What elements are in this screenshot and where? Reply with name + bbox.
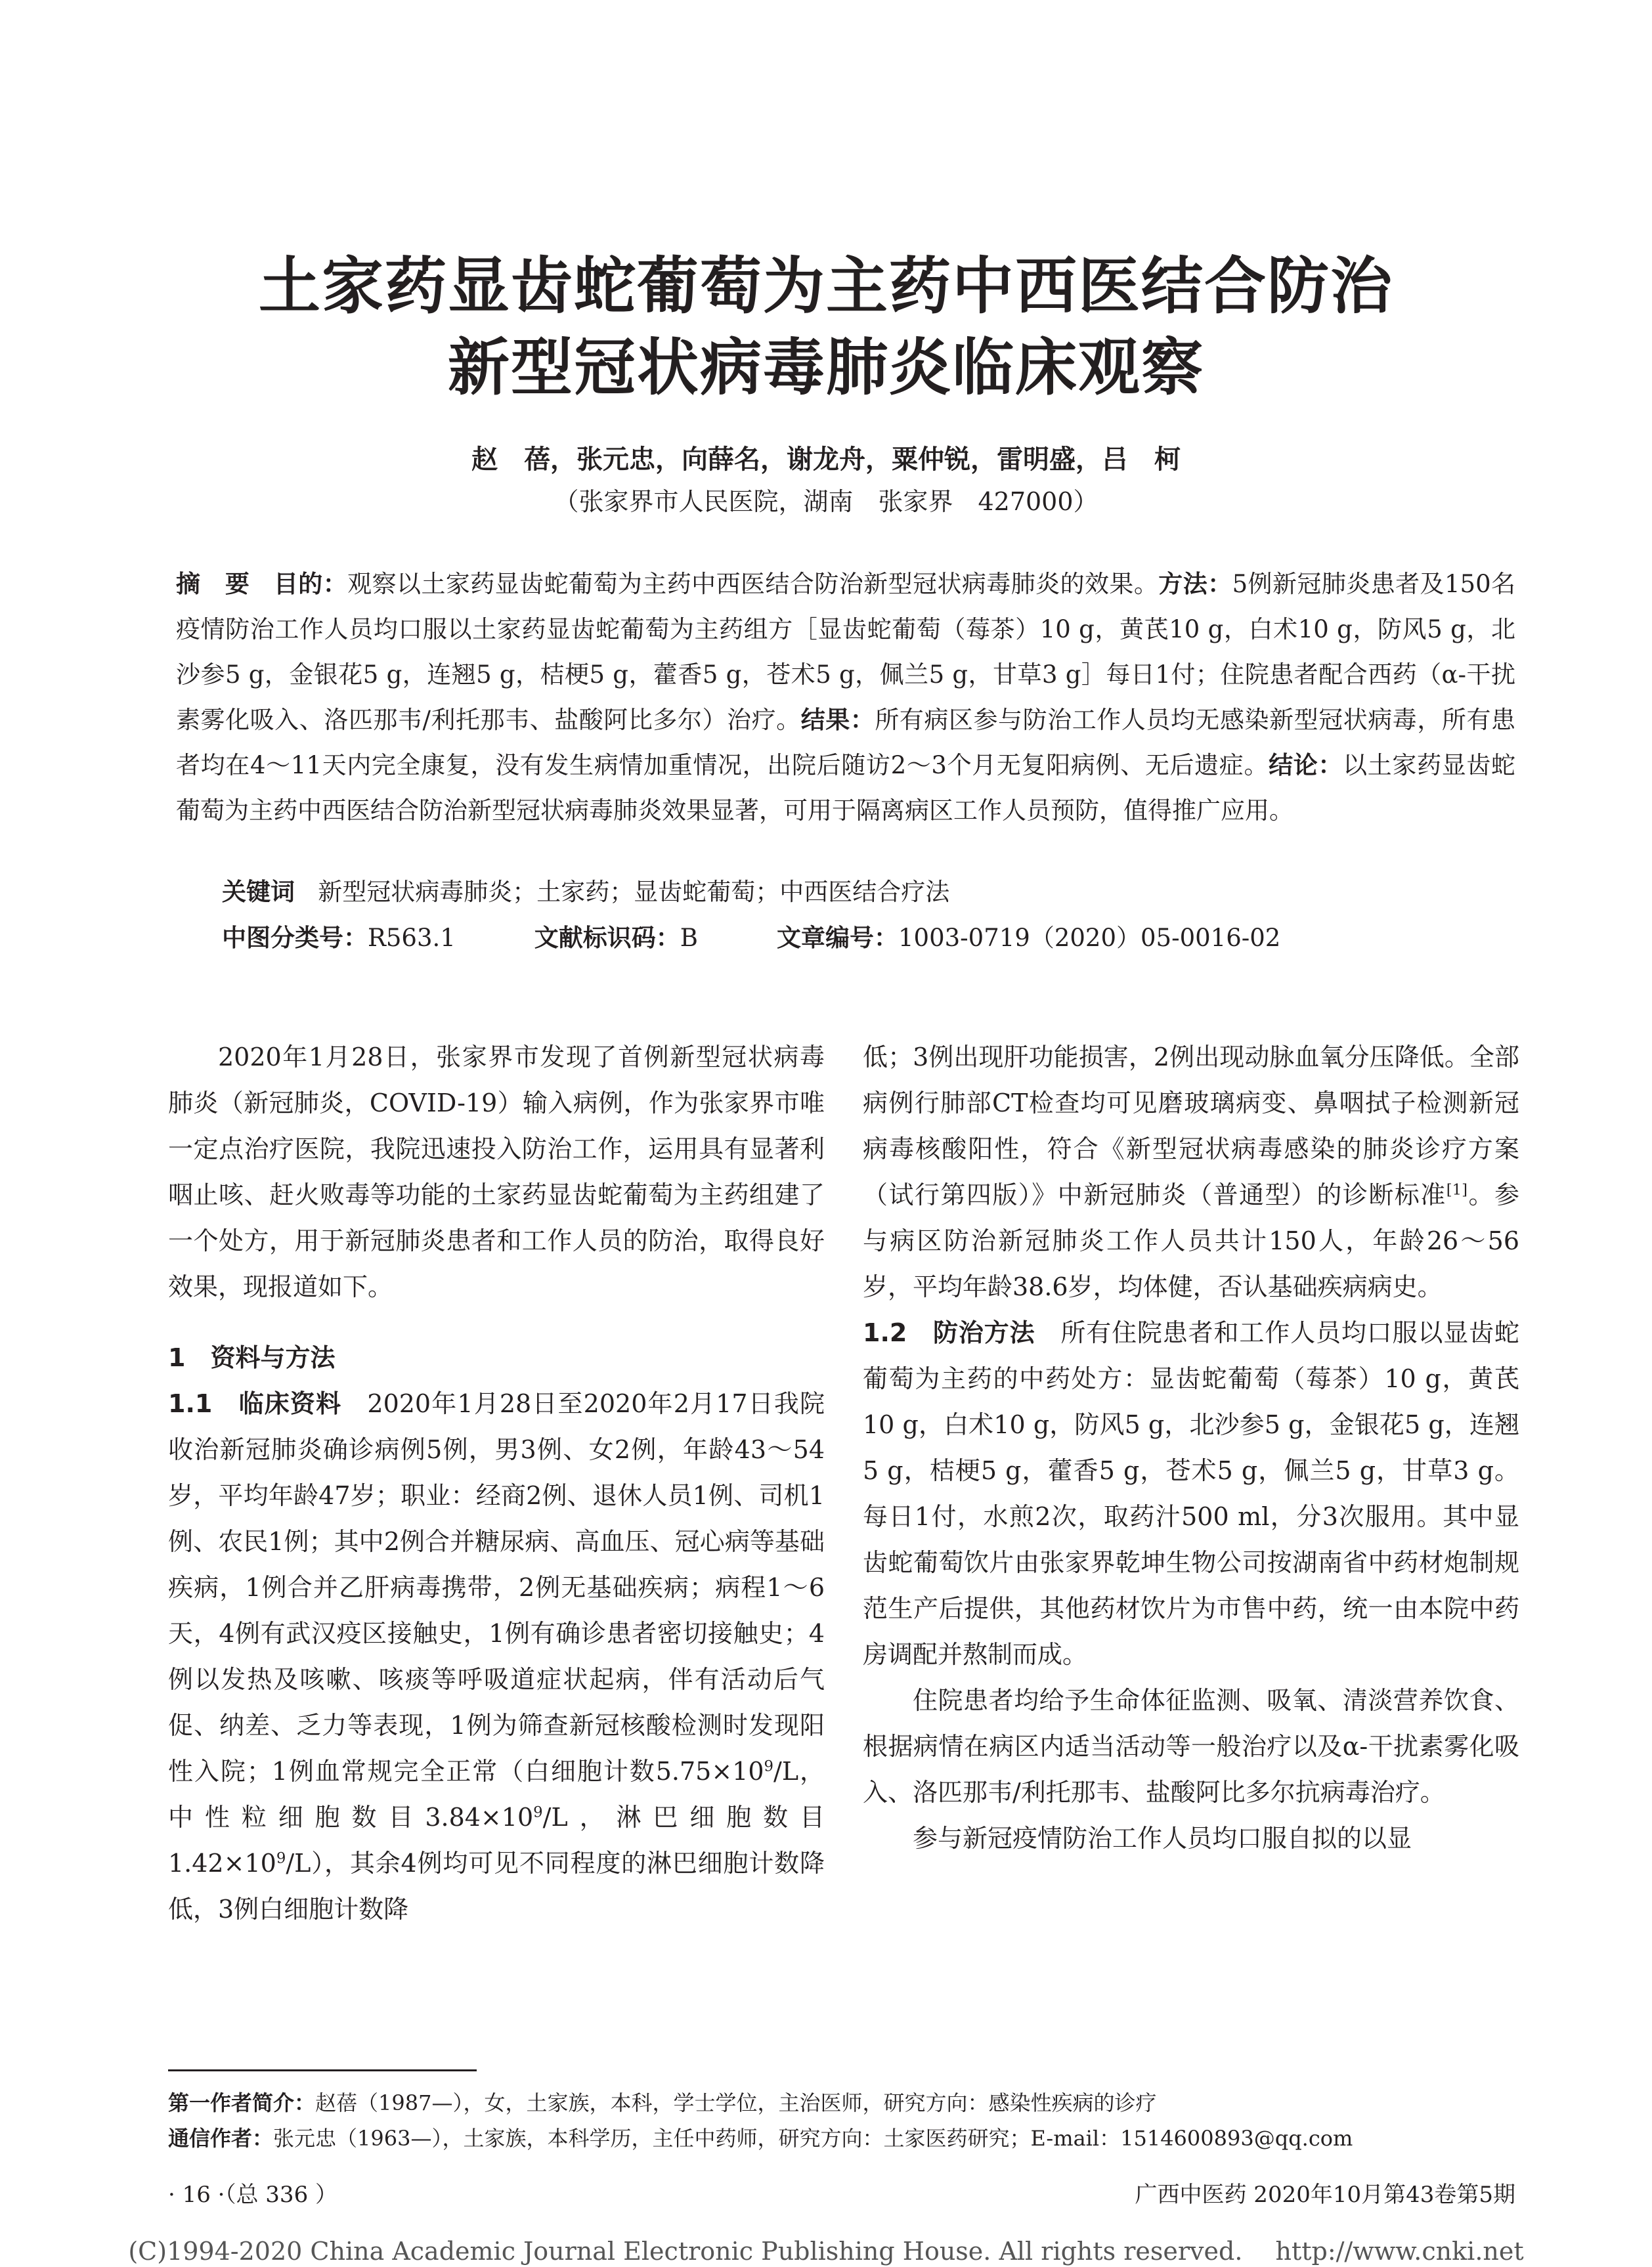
authors: 赵 蓓，张元忠，向薛名，谢龙舟，粟仲锐，雷明盛，吕 柯 [471,444,1181,475]
clc-label: 中图分类号： [222,924,368,952]
body-column-right [863,1034,1519,1861]
classification-line [222,918,1280,953]
abstract [176,561,1515,833]
reference-1: [1] [1446,1181,1468,1199]
article-title-line-2: 新型冠状病毒肺炎临床观察 [447,332,1204,404]
inpatient-treatment-paragraph: 住院患者均给予生命体征监测、吸氧、清淡营养饮食、根据病情在病区内适当活动等一般治疗以及α-干扰素雾化吸入、洛匹那韦/利托那韦、盐酸阿比多尔抗病毒治疗。 [863,1686,1519,1807]
conclusion-label: 结论： [1269,751,1343,779]
prevention-method-paragraph: 1.2 防治方法 所有住院患者和工作人员均口服以显齿蛇葡萄为主药的中药处方：显齿蛇葡萄（莓茶）10 g，黄芪10 g，白术10 g，防风5 g，北沙参5 g，金银花5 g，连翘5 g，桔梗5 g，藿香5 g，苍术5 g，佩兰5 g，甘草3 g。每日1付，水煎2次，取药汁500 ml，分3次服用。其中显齿蛇葡萄饮片由张家界乾坤生物公司按湖南省中药材炮制规范生产后提供，其他药材饮片为市售中药，统一由本院中药房调配并熬制而成。 [863,1318,1519,1669]
keywords-text: 新型冠状病毒肺炎；土家药；显齿蛇葡萄；中西医结合疗法 [318,878,950,906]
keywords [222,872,949,907]
abstract-aim: 观察以土家药显齿蛇葡萄为主药中西医结合防治新型冠状病毒肺炎的效果。 [347,570,1159,598]
body-column-left [168,1034,825,1932]
section-heading-1: 1 资料与方法 [168,1343,336,1372]
clc-number: R563.1 [368,924,456,952]
keywords-label: 关键词 [222,878,295,906]
article-number-label: 文章编号： [777,924,898,952]
clinical-data-staff-text: 。参与病区防治新冠肺炎工作人员共计150人，年龄26～56岁，平均年龄38.6岁，均体健，否认基础疾病病史。 [863,1180,1519,1301]
intro-paragraph: 2020年1月28日，张家界市发现了首例新型冠状病毒肺炎（新冠肺炎，COVID-19）输入病例，作为张家界市唯一定点治疗医院，我院迅速投入防治工作，运用具有显著利咽止咳、赶火败毒等功能的土家药显齿蛇葡萄为主药组建了一个处方，用于新冠肺炎患者和工作人员的防治，取得良好效果，现报道如下。 [168,1043,825,1301]
abstract-conclusion: 以土家药显齿蛇葡萄为主药中西医结合防治新型冠状病毒肺炎效果显著，可用于隔离病区工作人员预防，值得推广应用。 [176,751,1516,825]
copyright-notice: (C)1994-2020 China Academic Journal Electronic Publishing House. All rights reserved. http://www.cnki.net [128,2237,1524,2266]
clinical-data-continued [863,1034,1519,1310]
clinical-data-continued-text: 低；3例出现肝功能损害，2例出现动脉血氧分压降低。全部病例行肺部CT检查均可见磨玻璃病变、鼻咽拭子检测新冠病毒核酸阳性，符合《新型冠状病毒感染的肺炎诊疗方案（试行第四版）》中新冠肺炎（普通型）的诊断标准 [863,1043,1519,1209]
page-number: · 16 ·（总 336 ） [168,2182,338,2208]
doc-code-label: 文献标识码： [534,924,680,952]
abstract-method: 5例新冠肺炎患者及150名疫情防治工作人员均口服以土家药显齿蛇葡萄为主药组方［显齿蛇葡萄（莓茶）10 g，黄芪10 g，白术10 g，防风5 g，北沙参5 g，金银花5 g，连翘5 g，桔梗5 g，藿香5 g，苍术5 g，佩兰5 g，甘草3 g］每日1付；住院患者配合西药（α-干扰素雾化吸入、洛匹那韦/利托那韦、盐酸阿比多尔）治疗。 [176,570,1516,734]
clinical-data-paragraph: 1.1 临床资料 2020年1月28日至2020年2月17日我院收治新冠肺炎确诊病例5例，男3例、女2例，年龄43～54岁，平均年龄47岁；职业：经商2例、退休人员1例、司机1例、农民1例；其中2例合并糖尿病、高血压、冠心病等基础疾病，1例合并乙肝病毒携带，2例无基础疾病；病程1～6天，4例有武汉疫区接触史，1例有确诊患者密切接触史；4例以发热及咳嗽、咳痰等呼吸道症状起病，伴有活动后气促、纳差、乏力等表现，1例为筛查新冠核酸检测时发现阳性入院；1例血常规完全正常（白细胞计数$5.75\times 10^9/L$，中性粒细胞数目$3.84\times 10^9/L$，淋巴细胞数目$1.42\times 10^9/L$），其余4例均可见不同程度的淋巴细胞计数降低，3例白细胞计数降 [168,1389,825,1924]
abstract-label: 摘 要 [176,570,250,598]
corresponding-author-note: 通信作者：张元忠（1963—），土家族，本科学历，主任中药师，研究方向：土家医药研究；E-mail：1514600893@qq.com [168,2126,1353,2151]
article-number: 1003-0719（2020）05-0016-02 [898,924,1281,952]
journal-info: 广西中医药 2020年10月第43卷第5期 [1135,2182,1515,2208]
first-author-note: 第一作者简介：赵蓓（1987—），女，土家族，本科，学士学位，主治医师，研究方向：感染性疾病的诊疗 [168,2090,1157,2115]
aim-label: 目的： [273,570,348,598]
subsection-1-1-heading: 1.1 临床资料 [168,1389,342,1418]
affiliation: （张家界市人民医院，湖南 张家界 427000） [554,487,1098,516]
subsection-1-2-heading: 1.2 防治方法 [863,1318,1035,1347]
method-label: 方法： [1158,570,1232,598]
doc-code: B [680,924,698,952]
article-title-line-1: 土家药显齿蛇葡萄为主药中西医结合防治 [258,251,1393,322]
footnote-divider [168,2069,477,2071]
staff-prevention-paragraph: 参与新冠疫情防治工作人员均口服自拟的以显 [913,1824,1412,1853]
abstract-result: 所有病区参与防治工作人员均无感染新型冠状病毒，所有患者均在4～11天内完全康复，没有发生病情加重情况，出院后随访2～3个月无复阳病例、无后遗症。 [176,706,1515,779]
result-label: 结果： [800,706,875,734]
